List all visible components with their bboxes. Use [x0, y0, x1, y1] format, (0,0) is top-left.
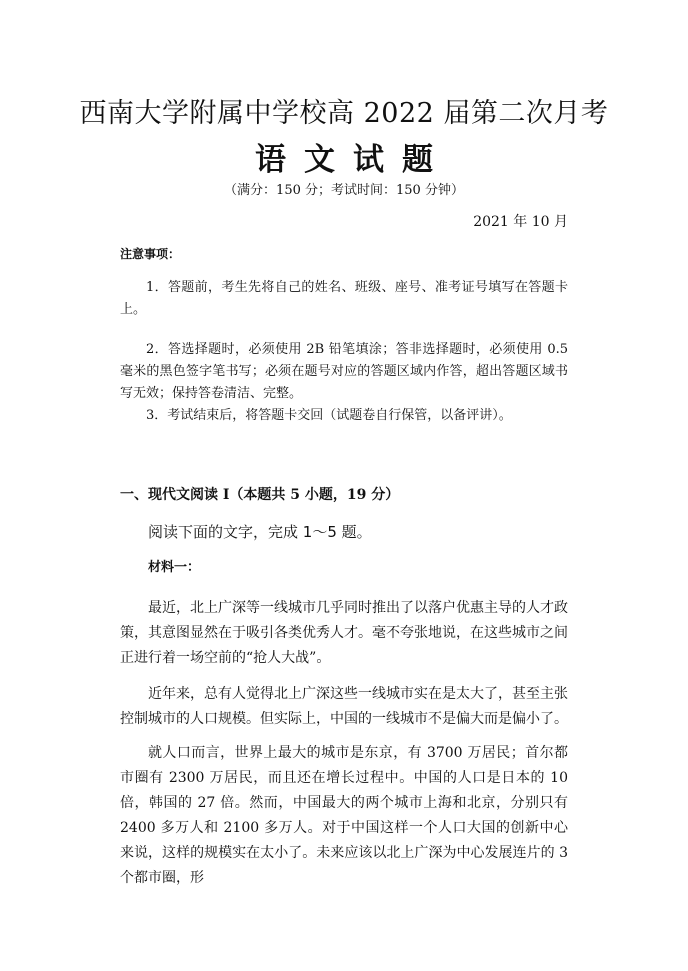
material-label: 材料一：	[148, 560, 201, 575]
section-heading: 一、现代文阅读 I（本题共 5 小题，19 分）	[120, 487, 400, 503]
exam-date: 2021 年 10 月	[473, 214, 568, 230]
reading-instruction: 阅读下面的文字，完成 1～5 题。	[148, 523, 372, 541]
notice-item: 1．答题前，考生先将自己的姓名、班级、座号、准考证号填写在答题卡上。	[120, 280, 568, 317]
score-info: （满分：150 分；考试时间：150 分钟）	[224, 183, 464, 198]
notice-item: 3．考试结束后，将答题卡交回（试题卷自行保管，以备评讲）。	[146, 408, 512, 423]
notice-title: 注意事项：	[120, 247, 181, 261]
body-paragraph: 最近，北上广深等一线城市几乎同时推出了以落户优惠主导的人才政策，其意图显然在于吸引各类优秀人才。毫不夸张地说，在这些城市之间正进行着一场空前的“抢人大战”。	[120, 600, 568, 666]
subject-title: 语文试题	[255, 142, 451, 178]
notice-item: 2．答选择题时，必须使用 2B 铅笔填涂；答非选择题时，必须使用 0.5 毫米的黑色签字笔书写；必须在题号对应的答题区域内作答，超出答题区域书写无效；保持答卷清洁、完整。	[120, 342, 568, 401]
exam-title: 西南大学附属中学校高 2022 届第二次月考	[79, 98, 609, 129]
body-paragraph: 就人口而言，世界上最大的城市是东京，有 3700 万居民；首尔都市圈有 2300 万居民，而且还在增长过程中。中国的人口是日本的 10 倍，韩国的 27 倍。然而，中国最大的两个城市上海和北京，分别只有 2400 多万人和 2100 多万人。对于中国这样一个人口大国的创新中心来说，这样的规模实在太小了。未来应该以北上广深为中心发展连片的 3 个都市圈，形	[120, 745, 568, 886]
body-paragraph: 近年来，总有人觉得北上广深这些一线城市实在是太大了，甚至主张控制城市的人口规模。但实际上，中国的一线城市不是偏大而是偏小了。	[120, 686, 568, 727]
